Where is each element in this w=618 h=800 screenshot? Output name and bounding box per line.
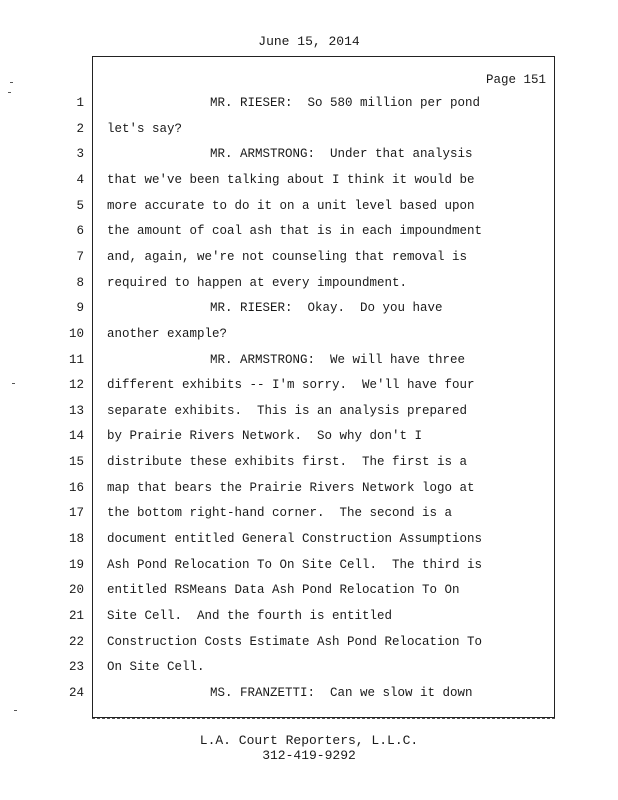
line-text: separate exhibits. This is an analysis prepared [107,404,468,418]
line-text: another example? [107,327,228,341]
line-number: 8 [76,276,84,290]
line-text: different exhibits -- I'm sorry. We'll have four [107,378,475,392]
line-text: the amount of coal ash that is in each impoundment [107,224,483,238]
line-text: Ash Pond Relocation To On Site Cell. The third is [107,558,483,572]
line-text: MR. RIESER: Okay. Do you have [210,301,443,315]
line-number: 1 [76,96,84,110]
line-number: 19 [68,558,84,572]
line-number: 22 [68,635,84,649]
line-number: 18 [68,532,84,546]
line-number: 16 [68,481,84,495]
scan-speck [14,710,17,711]
line-number: 4 [76,173,84,187]
line-text: MR. RIESER: So 580 million per pond [210,96,481,110]
line-text: the bottom right-hand corner. The second is a [107,506,453,520]
line-text: required to happen at every impoundment. [107,276,408,290]
line-text: map that bears the Prairie Rivers Network logo at [107,481,475,495]
line-text: Site Cell. And the fourth is entitled [107,609,393,623]
line-number: 7 [76,250,84,264]
header-date: June 15, 2014 [258,34,360,49]
line-number: 12 [68,378,84,392]
line-number: 13 [68,404,84,418]
line-text: document entitled General Construction Assumptions [107,532,483,546]
line-number: 20 [68,583,84,597]
line-number: 3 [76,147,84,161]
line-text: more accurate to do it on a unit level based upon [107,199,475,213]
line-text: On Site Cell. [107,660,205,674]
line-number: 23 [68,660,84,674]
line-text: and, again, we're not counseling that removal is [107,250,468,264]
scan-speck [10,82,13,83]
scan-speck [12,383,15,384]
line-number: 5 [76,199,84,213]
footer-phone: 312-419-9292 [262,748,356,763]
line-text: entitled RSMeans Data Ash Pond Relocation To On [107,583,460,597]
line-number: 21 [68,609,84,623]
line-number: 17 [68,506,84,520]
line-text: that we've been talking about I think it would be [107,173,475,187]
line-number: 6 [76,224,84,238]
page-number: Page 151 [485,73,546,87]
scan-speck [8,92,11,93]
line-number: 11 [68,353,84,367]
line-text: distribute these exhibits first. The first is a [107,455,468,469]
footer-company: L.A. Court Reporters, L.L.C. [199,733,419,748]
line-number: 2 [76,122,84,136]
bottom-rule [92,718,555,719]
line-text: by Prairie Rivers Network. So why don't I [107,429,423,443]
line-number: 10 [68,327,84,341]
line-text: MS. FRANZETTI: Can we slow it down [210,686,473,700]
line-text: MR. ARMSTRONG: We will have three [210,353,466,367]
line-number: 14 [68,429,84,443]
line-number: 15 [68,455,84,469]
line-text: MR. ARMSTRONG: Under that analysis [210,147,473,161]
line-text: Construction Costs Estimate Ash Pond Relocation To [107,635,483,649]
line-number: 24 [68,686,84,700]
line-text: let's say? [107,122,183,136]
line-number: 9 [76,301,84,315]
